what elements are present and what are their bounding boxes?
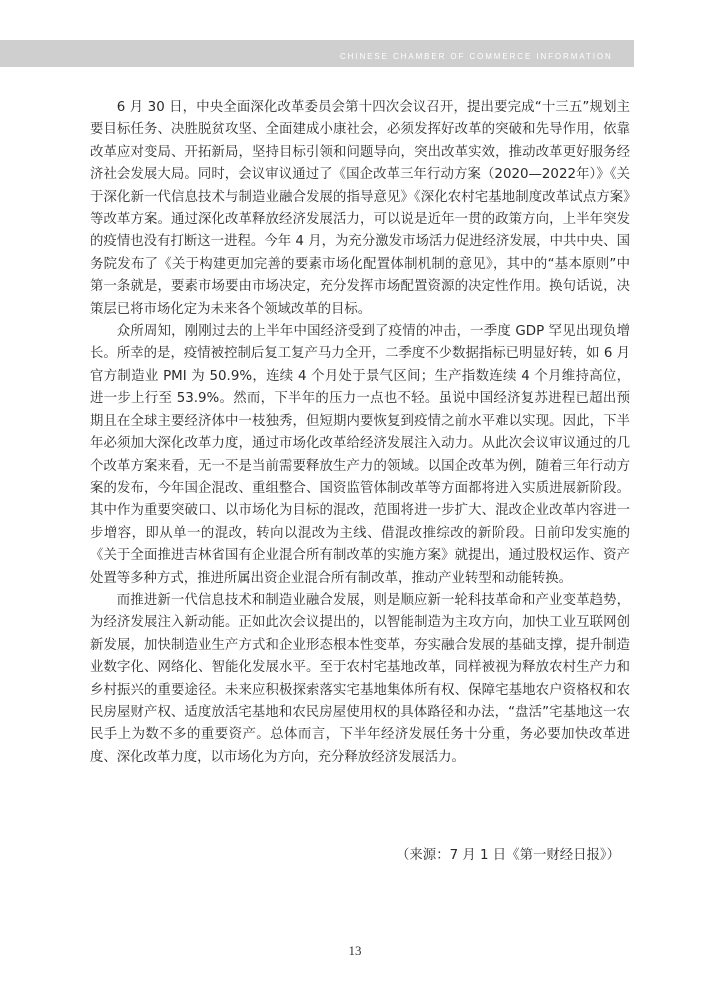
source-citation: （来源：7 月 1 日《第一财经日报》） — [396, 848, 620, 863]
paragraph: 而推进新一代信息技术和制造业融合发展，则是顺应新一轮科技革命和产业变革趋势，为经济发展注入新动能。正如此次会议提出的，以智能制造为主攻方向，加快工业互联网创新发展，加快制造业生产方式和企业形态根本性变革，夯实融合发展的基础支撑，提升制造业数字化、网络化、智能化发展水平。至于农村宅基地改革，同样被视为释放农村生产力和乡村振兴的重要途径。未来应积极探索落实宅基地集体所有权、保障宅基地农户资格权和农民房屋财产权、适度放活宅基地和农民房屋使用权的具体路径和办法，“盘活”宅基地这一农民手上为数不多的重要资产。总体而言，下半年经济发展任务十分重，务必要加快改革进度、深化改革力度，以市场化为方向，充分释放经济发展活力。 — [90, 592, 630, 765]
page-number: 13 — [348, 943, 362, 958]
running-header: CHINESE CHAMBER OF COMMERCE INFORMATION — [340, 52, 613, 61]
article-body — [90, 97, 630, 769]
paragraph: 众所周知，刚刚过去的上半年中国经济受到了疫情的冲击，一季度 GDP 罕见出现负增长。所幸的是，疫情被控制后复工复产马力全开，二季度不少数据指标已明显好转，如 6 月官方制造业 PMI 为 50.9%，连续 4 个月处于景气区间；生产指数连续 4 个月维持高位，进一步上行至 53.9%。然而，下半年的压力一点也不轻。虽说中国经济复苏进程已超出预期且在全球主要经济体中一枝独秀，但短期内要恢复到疫情之前水平难以实现。因此，下半年必须加大深化改革力度，通过市场化改革给经济发展注入动力。从此次会议审议通过的几个改革方案来看，无一不是当前需要释放生产力的领域。以国企改革为例，随着三年行动方案的发布，今年国企混改、重组整合、国资监管体制改革等方面都将进入实质进展新阶段。其中作为重要突破口、以市场化为目标的混改，范围将进一步扩大、混改企业改革内容进一步增容，即从单一的混改，转向以混改为主线、借混改推综改的新阶段。日前印发实施的《关于全面推进吉林省国有企业混合所有制改革的实施方案》就提出，通过股权运作、资产处置等多种方式，推进所属出资企业混合所有制改革，推动产业转型和动能转换。 — [90, 324, 630, 586]
paragraph: 6 月 30 日，中央全面深化改革委员会第十四次会议召开，提出要完成“十三五”规划主要目标任务、决胜脱贫攻坚、全面建成小康社会，必须发挥好改革的突破和先导作用，依靠改革应对变局、开拓新局，坚持目标引领和问题导向，突出改革实效，推动改革更好服务经济社会发展大局。同时，会议审议通过了《国企改革三年行动方案（2020—2022年）》《关于深化新一代信息技术与制造业融合发展的指导意见》《深化农村宅基地制度改革试点方案》等改革方案。通过深化改革释放经济发展活力，可以说是近年一贯的政策方向，上半年突发的疫情也没有打断这一进程。今年 4 月，为充分激发市场活力促进经济发展，中共中央、国务院发布了《关于构建更加完善的要素市场化配置体制机制的意见》，其中的“基本原则”中第一条就是，要素市场要由市场决定，充分发挥市场配置资源的决定性作用。换句话说，决策层已将市场化定为未来各个领域改革的目标。 — [90, 100, 630, 317]
